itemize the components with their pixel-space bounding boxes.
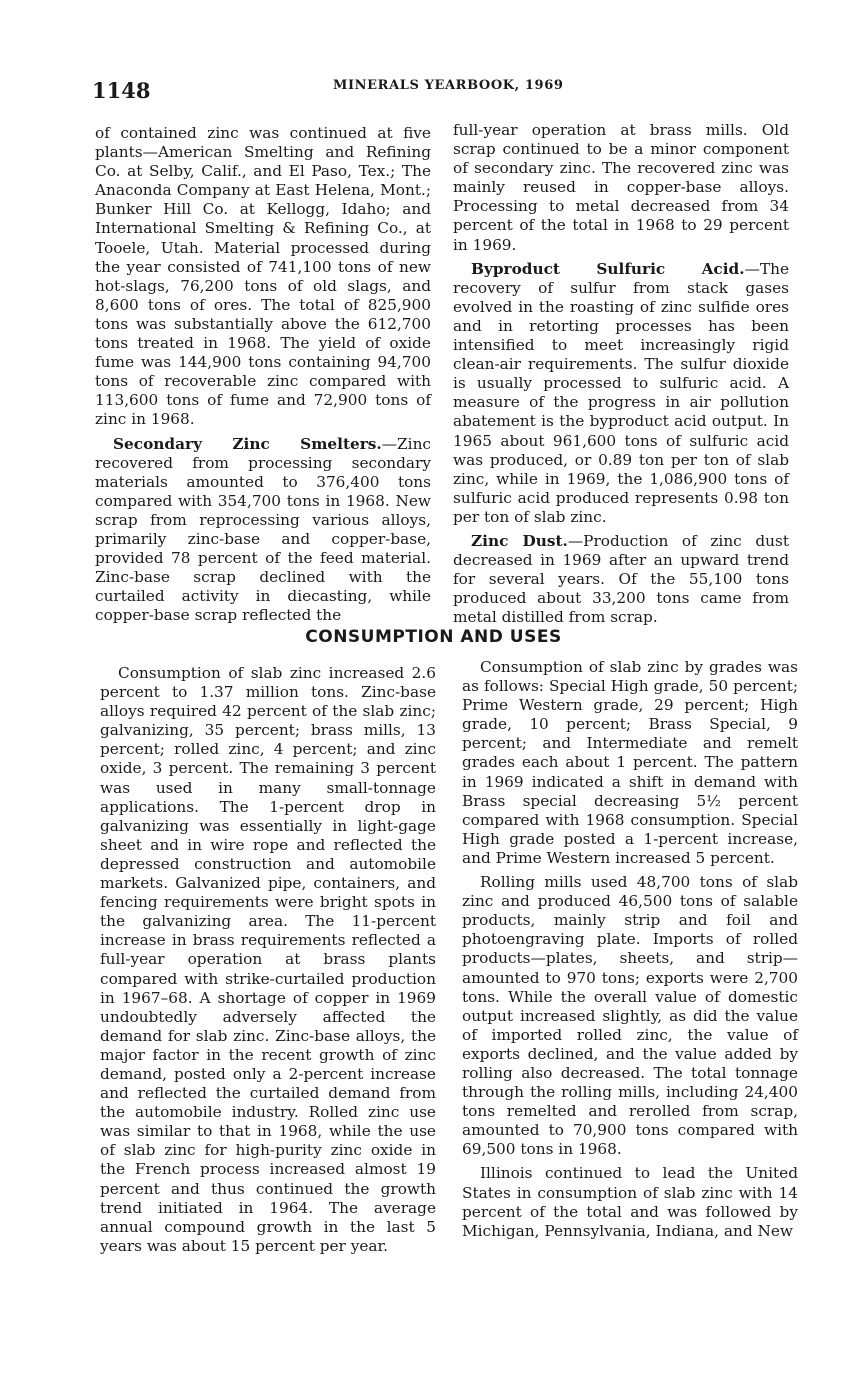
column-top-left [95,124,431,630]
paragraph-heading: Zinc Dust. [471,531,568,550]
column-bottom-right [462,658,798,1246]
paragraph-text: —Zinc recovered from processing secondary materials amounted to 376,400 tons compared with 354,700 tons in 1968. New scrap from reprocessing various alloys, primarily zinc-base and copper-base, provided 78 percent of the feed material. Zinc-base scrap declined with the curtailed activity in diecasting, while copper-base scrap reflected the [95,434,431,625]
column-top-right [453,121,789,632]
page-number: 1148 [92,78,151,103]
paragraph: Consumption of slab zinc by grades was as follows: Special High grade, 50 percent; Prime Western grade, 29 percent; High grade, 10 percent; Brass Special, 9 percent; and Intermediate and remelt grades each about 1 percent. The pattern in 1969 indicated a shift in demand with Brass special decreasing 5½ percent compared with 1968 consumption. Special High grade posted a 1-percent increase, and Prime Western increased 5 percent. [462,658,798,867]
paragraph [95,435,431,626]
paragraph: Rolling mills used 48,700 tons of slab zinc and produced 46,500 tons of salable products, mainly strip and foil and photoengraving plate. Imports of rolled products—plates, sheets, and strip—amounted to 970 tons; exports were 2,700 tons. While the overall value of domestic output increased slightly, as did the value of imported rolled zinc, the value of exports declined, and the value added by rolling also decreased. The total tonnage through the rolling mills, including 24,400 tons remelted and rerolled from scrap, amounted to 70,900 tons compared with 69,500 tons in 1968. [462,873,798,1159]
paragraph-text: —Production of zinc dust decreased in 1969 after an upward trend for several years. Of the 55,100 tons produced about 33,200 tons came from metal distilled from scrap. [453,531,789,627]
paragraph-heading: Byproduct Sulfuric Acid. [471,259,745,278]
paragraph-heading: Secondary Zinc Smelters. [113,434,382,453]
paragraph: full-year operation at brass mills. Old scrap continued to be a minor component of secondary zinc. The recovered zinc was mainly reused in copper-base alloys. Processing to metal decreased from 34 percent of the total in 1968 to 29 percent in 1969. [453,121,789,254]
column-bottom-left [100,664,436,1261]
paragraph: Illinois continued to lead the United States in consumption of slab zinc with 14 percent of the total and was followed by Michigan, Pennsylvania, Indiana, and New [462,1164,798,1240]
running-head: MINERALS YEARBOOK, 1969 [333,78,564,93]
paragraph [453,260,789,527]
section-title: CONSUMPTION AND USES [305,627,562,647]
paragraph-text: —The recovery of sulfur from stack gases evolved in the roasting of zinc sulfide ores and in retorting processes has been intensified to meet increasingly rigid clean-air requirements. The sulfur dioxide is usually processed to sulfuric acid. A measure of the progress in air pollution abatement is the byproduct acid output. In 1965 about 961,600 tons of sulfuric acid was produced, or 0.89 ton per ton of slab zinc, while in 1969, the 1,086,900 tons of sulfuric acid produced represents 0.98 ton per ton of slab zinc. [453,259,789,526]
paragraph: of contained zinc was continued at five plants—American Smelting and Refining Co. at Selby, Calif., and El Paso, Tex.; The Anaconda Company at East Helena, Mont.; Bunker Hill Co. at Kellogg, Idaho; and International Smelting & Refining Co., at Tooele, Utah. Material processed during the year consisted of 741,100 tons of new hot-slags, 76,200 tons of old slags, and 8,600 tons of ores. The total of 825,900 tons was substantially above the 612,700 tons treated in 1968. The yield of oxide fume was 144,900 tons containing 94,700 tons of recoverable zinc compared with 113,600 tons of fume and 72,900 tons of zinc in 1968. [95,124,431,429]
paragraph: Consumption of slab zinc increased 2.6 percent to 1.37 million tons. Zinc-base alloys required 42 percent of the slab zinc; galvanizing, 35 percent; brass mills, 13 percent; rolled zinc, 4 percent; and zinc oxide, 3 percent. The remaining 3 percent was used in many small-tonnage applications. The 1-percent drop in galvanizing was essentially in light-gage sheet and in wire rope and reflected the depressed construction and automobile markets. Galvanized pipe, containers, and fencing requirements were bright spots in the galvanizing area. The 11-percent increase in brass requirements reflected a full-year operation at brass plants compared with strike-curtailed production in 1967–68. A shortage of copper in 1969 undoubtedly adversely affected the demand for slab zinc. Zinc-base alloys, the major factor in the recent growth of zinc demand, posted only a 2-percent increase and reflected the curtailed demand from the automobile industry. Rolled zinc use was similar to that in 1968, while the use of slab zinc for high-purity zinc oxide in the French process increased almost 19 percent and thus continued the growth trend initiated in 1964. The average annual compound growth in the last 5 years was about 15 percent per year. [100,664,436,1255]
paragraph [453,532,789,627]
